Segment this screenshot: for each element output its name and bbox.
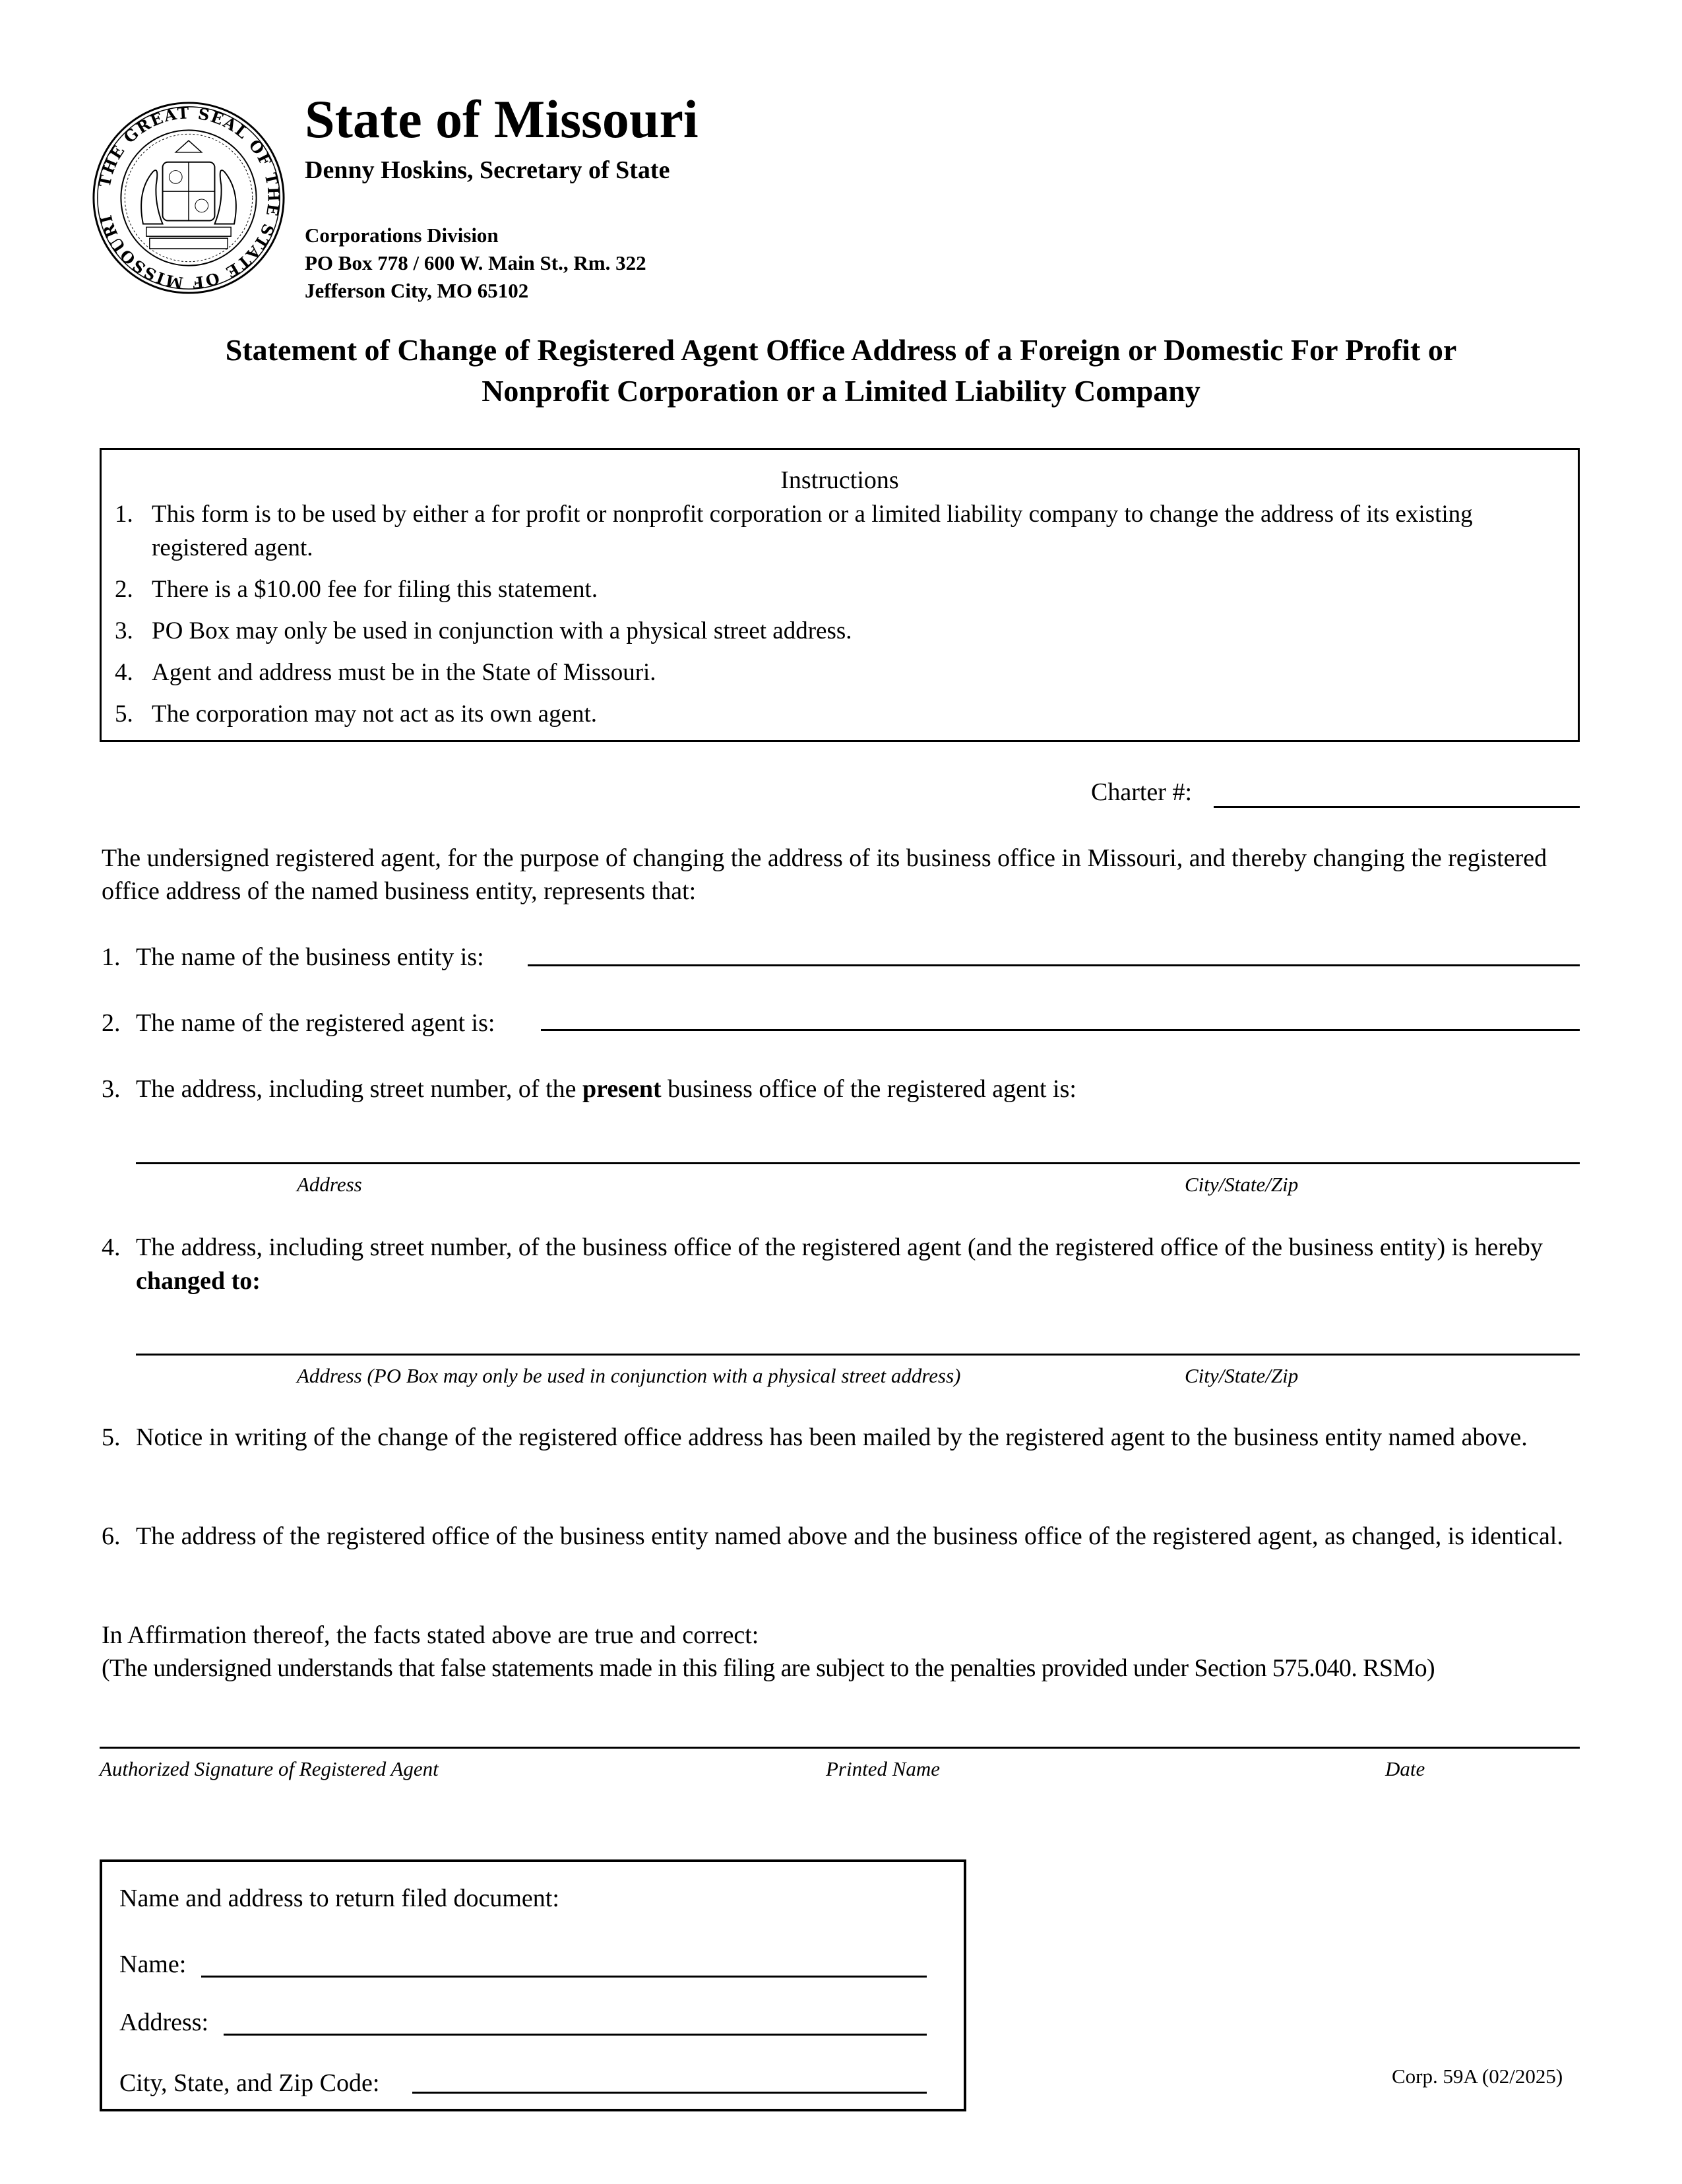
intro-paragraph: The undersigned registered agent, for the purpose of changing the address of its business office in Missouri, and thereby changing the registered office address of the named business entity, represents that: (102, 844, 1547, 905)
business-entity-name-field[interactable] (528, 937, 1580, 966)
item-4 (102, 1231, 1579, 1298)
return-address-field[interactable] (224, 2006, 927, 2036)
date-caption: Date (1385, 1757, 1425, 1780)
form-title-line2: Nonprofit Corporation or a Limited Liability Company (482, 374, 1200, 408)
instruction-number: 2. (115, 576, 133, 603)
instruction-item (115, 614, 1565, 648)
registered-agent-label: The name of the registered agent is: (136, 1009, 495, 1037)
item-number: 4. (102, 1233, 121, 1261)
present-address-caption: Address (297, 1173, 362, 1196)
item-number: 1. (102, 943, 121, 971)
division-name: Corporations Division (305, 224, 499, 247)
item-2 (102, 1007, 576, 1040)
return-address-box (100, 1859, 966, 2111)
return-box-heading: Name and address to return filed document: (119, 1885, 559, 1912)
seal-text: THE GREAT SEAL OF THE STATE OF MISSOURI (95, 104, 283, 292)
division-city: Jefferson City, MO 65102 (305, 279, 529, 302)
item-5-text: Notice in writing of the change of the registered office address has been mailed by the registered agent to the business entity named above. (136, 1423, 1528, 1451)
instruction-number: 5. (115, 701, 133, 728)
item-3-pre: The address, including street number, of the (136, 1075, 583, 1103)
affirmation-line2: (The undersigned understands that false statements made in this filing are subject to the penalties provided under Section 575.040. RSMo) (102, 1654, 1435, 1682)
state-heading: State of Missouri (305, 89, 699, 149)
instruction-item (115, 497, 1565, 565)
charter-label: Charter #: (1091, 778, 1193, 806)
new-address-field[interactable] (136, 1326, 1580, 1356)
item-4-pre: The address, including street number, of the business office of the registered agent (and the registered office of the business entity) is hereby (136, 1233, 1543, 1261)
return-name-field[interactable] (201, 1948, 927, 1978)
item-number: 2. (102, 1009, 121, 1037)
instruction-item (115, 656, 1565, 689)
instruction-number: 1. (115, 501, 133, 528)
form-title (99, 330, 1583, 412)
item-number: 6. (102, 1522, 121, 1550)
item-3-post: business office of the registered agent is: (661, 1075, 1076, 1103)
present-city-caption: City/State/Zip (1185, 1173, 1299, 1196)
instruction-text: The corporation may not act as its own agent. (152, 701, 598, 728)
return-name-label: Name: (119, 1950, 187, 1978)
division-address (305, 222, 646, 305)
charter-number-field[interactable] (1214, 778, 1580, 808)
affirmation-line1: In Affirmation thereof, the facts stated above are true and correct: (102, 1621, 759, 1649)
instruction-number: 4. (115, 659, 133, 686)
business-entity-label: The name of the business entity is: (136, 943, 484, 971)
instructions-box (100, 448, 1580, 742)
new-city-caption: City/State/Zip (1185, 1364, 1299, 1387)
instruction-text: PO Box may only be used in conjunction with a physical street address. (152, 617, 852, 644)
signature-field[interactable] (100, 1719, 1580, 1749)
affirmation (102, 1619, 1592, 1685)
item-6-text: The address of the registered office of the business entity named above and the business office of the registered agent, as changed, is identical. (136, 1522, 1563, 1550)
instruction-number: 3. (115, 617, 133, 644)
signature-caption: Authorized Signature of Registered Agent (100, 1757, 439, 1780)
item-3 (102, 1073, 1579, 1106)
secretary-of-state: Denny Hoskins, Secretary of State (305, 156, 670, 184)
instruction-item (115, 573, 1565, 606)
item-1 (102, 941, 563, 974)
instructions-list (115, 497, 1565, 739)
instruction-text: Agent and address must be in the State of Missouri. (152, 659, 656, 686)
state-seal-logo (91, 100, 286, 296)
new-address-caption: Address (PO Box may only be used in conjunction with a physical street address) (297, 1364, 961, 1387)
return-address-label: Address: (119, 2009, 209, 2036)
present-address-field[interactable] (136, 1135, 1580, 1164)
item-4-text (102, 1231, 1579, 1298)
item-3-bold: present (582, 1075, 662, 1103)
item-number: 5. (102, 1423, 121, 1451)
return-city-label: City, State, and Zip Code: (119, 2069, 380, 2097)
item-4-bold: changed to: (136, 1267, 261, 1295)
item-6 (102, 1520, 1579, 1553)
instructions-heading: Instructions (780, 466, 899, 494)
return-city-field[interactable] (412, 2064, 927, 2094)
form-id: Corp. 59A (02/2025) (1392, 2065, 1563, 2088)
instruction-text: There is a $10.00 fee for filing this statement. (152, 576, 598, 603)
registered-agent-name-field[interactable] (541, 1001, 1580, 1031)
printed-name-caption: Printed Name (826, 1757, 941, 1780)
item-3-text (102, 1073, 1579, 1106)
instruction-item (115, 697, 1565, 731)
instruction-text: This form is to be used by either a for profit or nonprofit corporation or a limited liability company to change the address of its existing registered agent. (152, 501, 1473, 561)
form-title-line1: Statement of Change of Registered Agent Office Address of a Foreign or Domestic For Profit or (225, 333, 1457, 367)
item-number: 3. (102, 1075, 121, 1103)
item-5 (102, 1421, 1579, 1454)
division-po-box: PO Box 778 / 600 W. Main St., Rm. 322 (305, 251, 646, 274)
